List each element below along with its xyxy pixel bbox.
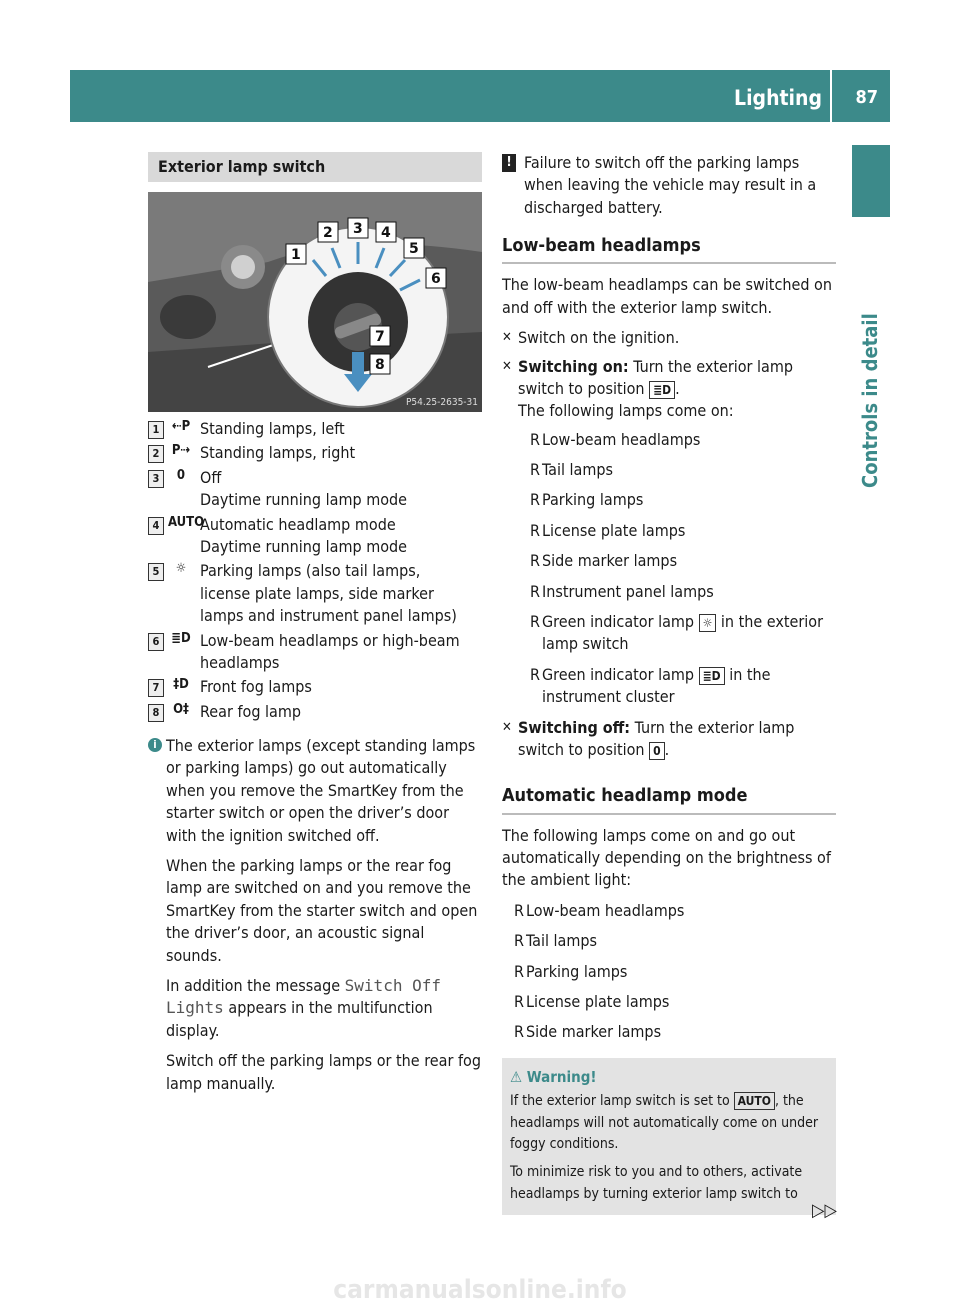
- info-paragraph-2: When the parking lamps or the rear fog lamp are switched on and you remove the SmartKey from the starter switch and open the driver’s door, an acoustic signal sounds.: [166, 856, 478, 965]
- low-beam-symbol-icon: ≣D: [649, 381, 675, 399]
- warning-title-text: Warning!: [526, 1067, 597, 1086]
- callout-badge: 5: [148, 563, 164, 581]
- green-lamp-1-pre: Green indicator lamp: [542, 612, 699, 632]
- side-tab-label: [856, 228, 886, 488]
- bullet-icon: R: [530, 429, 540, 449]
- left-column: [148, 152, 482, 1103]
- info-paragraph-3: [166, 975, 482, 1042]
- warning-box: [502, 1058, 836, 1216]
- low-beam-lamp-list: [502, 429, 836, 603]
- list-item: [514, 930, 836, 952]
- legend-line: Off: [200, 467, 222, 487]
- watermark: carmanualsonline.info: [333, 1275, 627, 1305]
- lamp-symbol-icon: AUTO: [168, 514, 205, 530]
- info-paragraph-1: The exterior lamps (except standing lamps or parking lamps) go out automatically when you remove the SmartKey from the starter switch or open the driver’s door with the ignition switched off.: [166, 736, 476, 845]
- figure-id: P54.25-2635-31: [405, 397, 478, 408]
- list-item: [514, 961, 836, 983]
- info-icon: i: [148, 738, 162, 752]
- svg-text:2: 2: [323, 225, 333, 241]
- list-item: [514, 1021, 836, 1043]
- parking-lamp-symbol-icon: ☼: [699, 614, 717, 632]
- list-item: [530, 489, 836, 511]
- list-item-text: Low-beam headlamps: [542, 429, 701, 449]
- legend-line: Automatic headlamp mode: [200, 514, 396, 534]
- list-item: R Green indicator lamp ☼ in the exterior lamp switch: [530, 612, 823, 654]
- list-item: [530, 520, 836, 542]
- lamp-switch-figure: [148, 192, 482, 412]
- bullet-icon: R: [514, 931, 524, 951]
- lamp-symbol-icon: O‡: [173, 701, 189, 717]
- side-tab-block: [852, 145, 890, 217]
- list-item: [514, 900, 836, 922]
- warning-paragraph-1-post: , the headlamps will not automatically come on under foggy conditions.: [510, 1092, 819, 1153]
- heading-low-beam: Low-beam headlamps: [502, 233, 836, 264]
- callout-badge: 8: [148, 704, 164, 722]
- legend-line: Rear fog lamp: [200, 701, 302, 721]
- bullet-icon: R: [530, 520, 540, 540]
- legend-row: [148, 560, 482, 627]
- legend-line: Front fog lamps: [200, 677, 312, 697]
- step-ignition: [502, 327, 836, 349]
- warning-title: [510, 1066, 828, 1089]
- header-divider: [830, 70, 832, 122]
- right-column: [502, 152, 836, 1215]
- heading-automatic-headlamp-mode: Automatic headlamp mode: [502, 783, 836, 814]
- list-item-text: Side marker lamps: [526, 1022, 662, 1042]
- legend-text: [194, 630, 482, 675]
- auto-lamp-list: [502, 900, 836, 1044]
- bullet-icon: R: [530, 490, 540, 510]
- page-header: [70, 70, 890, 122]
- info-paragraph-3-pre: In addition the message: [166, 975, 345, 995]
- legend-line: Parking lamps (also tail lamps,: [200, 561, 421, 581]
- list-item: [514, 991, 836, 1013]
- lamp-symbol-icon: ‡D: [173, 677, 189, 693]
- green-lamp-2-post: in the instrument cluster: [542, 664, 771, 707]
- step-arrow-icon: ✕: [502, 330, 512, 346]
- step-switching-off-text: [518, 717, 836, 762]
- step-switching-off-body: Turn the exterior lamp switch to position: [518, 717, 795, 759]
- step-switching-on-body: Turn the exterior lamp switch to position: [518, 356, 794, 398]
- step-switching-on-text: [518, 356, 836, 423]
- green-lamp-1-post: in the exterior lamp switch: [542, 612, 823, 654]
- exclamation-icon: !: [502, 154, 516, 172]
- list-item-text: Side marker lamps: [542, 551, 678, 571]
- svg-text:6: 6: [431, 271, 441, 287]
- list-item-text: Parking lamps: [526, 961, 628, 981]
- list-item-text: License plate lamps: [526, 991, 670, 1011]
- legend-row: [148, 514, 482, 559]
- off-symbol-icon: 0: [649, 742, 665, 760]
- step-switching-off-end: .: [664, 740, 670, 759]
- bullet-icon: R: [530, 460, 540, 480]
- step-switching-on-follow: The following lamps come on:: [518, 401, 734, 421]
- list-item: [530, 459, 836, 481]
- legend-text: [194, 467, 482, 512]
- step-arrow-icon: ✕: [502, 719, 512, 735]
- lamp-switch-illustration: [148, 192, 482, 412]
- warning-triangle-icon: ⚠: [510, 1067, 527, 1086]
- lamp-symbol-icon: ⇠P: [171, 419, 191, 434]
- step-switching-off: [502, 717, 836, 762]
- low-beam-symbol-icon: ≣D: [699, 667, 725, 685]
- list-item: [530, 429, 836, 451]
- legend-row: [148, 442, 482, 464]
- step-arrow-icon: ✕: [502, 358, 512, 374]
- legend-text: [194, 676, 482, 698]
- list-item-text: License plate lamps: [542, 520, 686, 540]
- legend-line: Standing lamps, right: [200, 443, 356, 463]
- legend-text: [194, 701, 482, 723]
- legend-row: [148, 467, 482, 512]
- warning-paragraph-2: To minimize risk to you and to others, activate headlamps by turning exterior lamp switch to: [510, 1164, 803, 1202]
- lamp-symbol-icon: 0: [176, 467, 186, 483]
- battery-notice: [502, 152, 836, 219]
- list-item-text: Low-beam headlamps: [526, 900, 685, 920]
- lamp-symbol-icon: ☼: [175, 561, 187, 577]
- step-ignition-text: Switch on the ignition.: [518, 328, 680, 348]
- legend-row: [148, 676, 482, 698]
- legend-line: license plate lamps, side marker: [200, 583, 434, 603]
- bullet-icon: R: [514, 961, 524, 981]
- legend-row: [148, 701, 482, 723]
- legend-row: [148, 630, 482, 675]
- warning-paragraph-1: [510, 1091, 828, 1156]
- callout-badge: 7: [148, 679, 164, 697]
- svg-text:8: 8: [375, 357, 385, 373]
- info-paragraph-4: Switch off the parking lamps or the rear fog lamp manually.: [166, 1051, 481, 1093]
- display-message-text: Switch Off Lights: [166, 975, 441, 1018]
- svg-text:7: 7: [375, 329, 385, 345]
- legend-line: Low-beam headlamps or high-beam: [200, 630, 460, 650]
- legend-text: [194, 514, 482, 559]
- svg-text:1: 1: [291, 247, 301, 263]
- svg-text:4: 4: [381, 225, 391, 241]
- info-paragraph-3-post: appears in the multifunction display.: [166, 998, 433, 1040]
- list-item-text: Tail lamps: [526, 931, 598, 951]
- callout-badge: 4: [148, 517, 164, 535]
- legend-line: headlamps: [200, 652, 280, 672]
- callout-badge: 1: [148, 421, 164, 439]
- bullet-icon: R: [530, 551, 540, 571]
- lamp-symbol-icon: ≣D: [171, 630, 191, 646]
- callout-badge: 2: [148, 445, 164, 463]
- step-switching-on: [502, 356, 836, 423]
- green-lamp-2-pre: Green indicator lamp: [542, 664, 699, 684]
- legend-line: lamps and instrument panel lamps): [200, 606, 457, 626]
- legend-text: [194, 418, 482, 440]
- info-note: [148, 735, 482, 1103]
- side-tab-marker: [852, 70, 890, 122]
- section-heading-exterior-lamp-switch: Exterior lamp switch: [148, 152, 482, 182]
- legend-text: [194, 442, 482, 464]
- auto-intro: The following lamps come on and go out automatically depending on the brightness of the ambient light:: [502, 825, 831, 890]
- legend-text: [194, 560, 482, 627]
- svg-text:3: 3: [353, 221, 363, 237]
- legend-line: Daytime running lamp mode: [200, 536, 408, 556]
- callout-badge: 3: [148, 470, 164, 488]
- list-item-text: Instrument panel lamps: [542, 581, 714, 601]
- svg-text:5: 5: [409, 241, 419, 257]
- low-beam-intro: The low-beam headlamps can be switched on and off with the exterior lamp switch.: [502, 275, 832, 317]
- lamp-symbol-icon: P⇢: [171, 443, 191, 459]
- warning-paragraph-1-pre: If the exterior lamp switch is set to: [510, 1092, 734, 1109]
- side-tab-text: Controls in detail: [858, 313, 882, 488]
- list-item-text: Tail lamps: [542, 460, 614, 480]
- list-item: [530, 581, 836, 603]
- step-switching-on-label: Switching on:: [518, 356, 629, 376]
- page-number: 87: [855, 87, 878, 108]
- battery-notice-text: Failure to switch off the parking lamps when leaving the vehicle may result in a discharged battery.: [524, 153, 817, 217]
- bullet-icon: R: [514, 991, 524, 1011]
- symbol-legend: [148, 418, 482, 723]
- legend-row: [148, 418, 482, 440]
- bullet-icon: R: [530, 581, 540, 601]
- list-item: [530, 550, 836, 572]
- step-switching-on-end: .: [675, 378, 680, 398]
- list-item-text: Parking lamps: [542, 490, 644, 510]
- chapter-title: Lighting: [734, 86, 822, 110]
- legend-line: Daytime running lamp mode: [200, 490, 408, 510]
- list-item: R Green indicator lamp ≣D in the instrument cluster: [530, 664, 771, 707]
- callout-badge: 6: [148, 633, 164, 651]
- step-switching-off-label: Switching off:: [518, 717, 631, 737]
- continue-icon: ▷▷: [812, 1200, 837, 1221]
- bullet-icon: R: [514, 1022, 524, 1042]
- legend-line: Standing lamps, left: [200, 419, 345, 438]
- bullet-icon: R: [514, 900, 524, 920]
- auto-symbol-icon: AUTO: [734, 1092, 775, 1110]
